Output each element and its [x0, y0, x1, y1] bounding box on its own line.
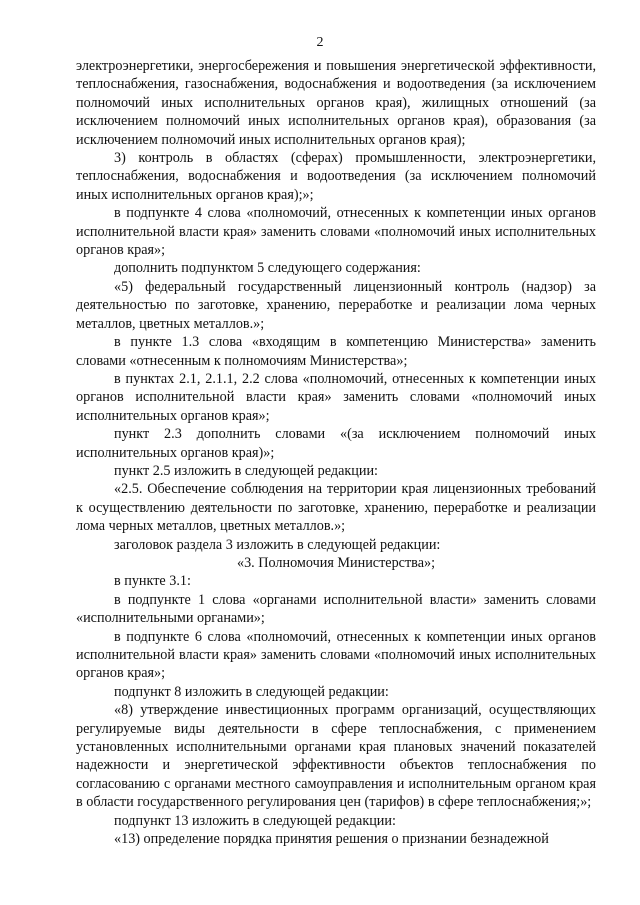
paragraph: «5) федеральный государственный лицензионный контроль (надзор) за деятельностью по заготовке, хранению, переработке и реализации лома черных металлов, цветных металлов.»; — [76, 278, 596, 332]
paragraph: «8) утверждение инвестиционных программ организаций, осуществляющих регулируемые виды деятельности в сфере теплоснабжения, с применением установленных исполнительными органами края плановых значений показателей надежности и энергетической эффективности объектов теплоснабжения по согласованию с органами местного самоуправления и исполнительным органом края в области государственного регулирования цен (тарифов) в сфере теплоснабжения;»; — [76, 702, 596, 811]
paragraph: в пункте 1.3 слова «входящим в компетенцию Министерства» заменить словами «отнесенным к полномочиям Министерства»; — [76, 334, 596, 369]
document-body — [76, 57, 596, 848]
section-heading: «3. Полномочия Министерства»; — [236, 554, 436, 571]
paragraph: подпункт 8 изложить в следующей редакции: — [114, 683, 389, 700]
paragraph: 3) контроль в областях (сферах) промышленности, электроэнергетики, теплоснабжения, водоснабжения и водоотведения (за исключением полномочий иных исполнительных органов края);»; — [76, 150, 596, 203]
paragraph: в подпункте 6 слова «полномочий, отнесенных к компетенции иных органов исполнительной власти края» заменить словами «полномочий иных исполнительных органов края»; — [76, 628, 596, 682]
paragraph: заголовок раздела 3 изложить в следующей редакции: — [114, 536, 441, 553]
paragraph: пункт 2.5 изложить в следующей редакции: — [114, 462, 378, 479]
paragraph: дополнить подпунктом 5 следующего содержания: — [114, 260, 421, 277]
paragraph: пункт 2.3 дополнить словами «(за исключением полномочий иных исполнительных органов края)»; — [76, 426, 596, 461]
paragraph: подпункт 13 изложить в следующей редакции: — [114, 812, 396, 829]
paragraph: в пункте 3.1: — [114, 573, 191, 590]
page-number: 2 — [316, 35, 324, 50]
paragraph: в пунктах 2.1, 2.1.1, 2.2 слова «полномочий, отнесенных к компетенции иных органов исполнительной власти края» заменить словами «полномочий иных исполнительных органов края»; — [76, 370, 596, 424]
paragraph: в подпункте 1 слова «органами исполнительной власти» заменить словами «исполнительными органами»; — [76, 591, 596, 627]
paragraph: «13) определение порядка принятия решения о признании безнадежной — [114, 831, 549, 848]
paragraph: в подпункте 4 слова «полномочий, отнесенных к компетенции иных органов исполнительной власти края» заменить словами «полномочий иных исполнительных органов края»; — [76, 205, 596, 259]
paragraph: «2.5. Обеспечение соблюдения на территории края лицензионных требований к осуществлению деятельности по заготовке, хранению, переработке и реализации лома черных металлов, цветных металлов.»; — [76, 481, 596, 535]
paragraph-continuation: электроэнергетики, энергосбережения и повышения энергетической эффективности, теплоснабжения, газоснабжения, водоснабжения и водоотведения (за исключением полномочий иных исполнительных органов края), жилищных отношений (за исключением полномочий иных исполнительных органов края), образования (за исключением полномочий иных исполнительных органов края); — [76, 58, 596, 148]
